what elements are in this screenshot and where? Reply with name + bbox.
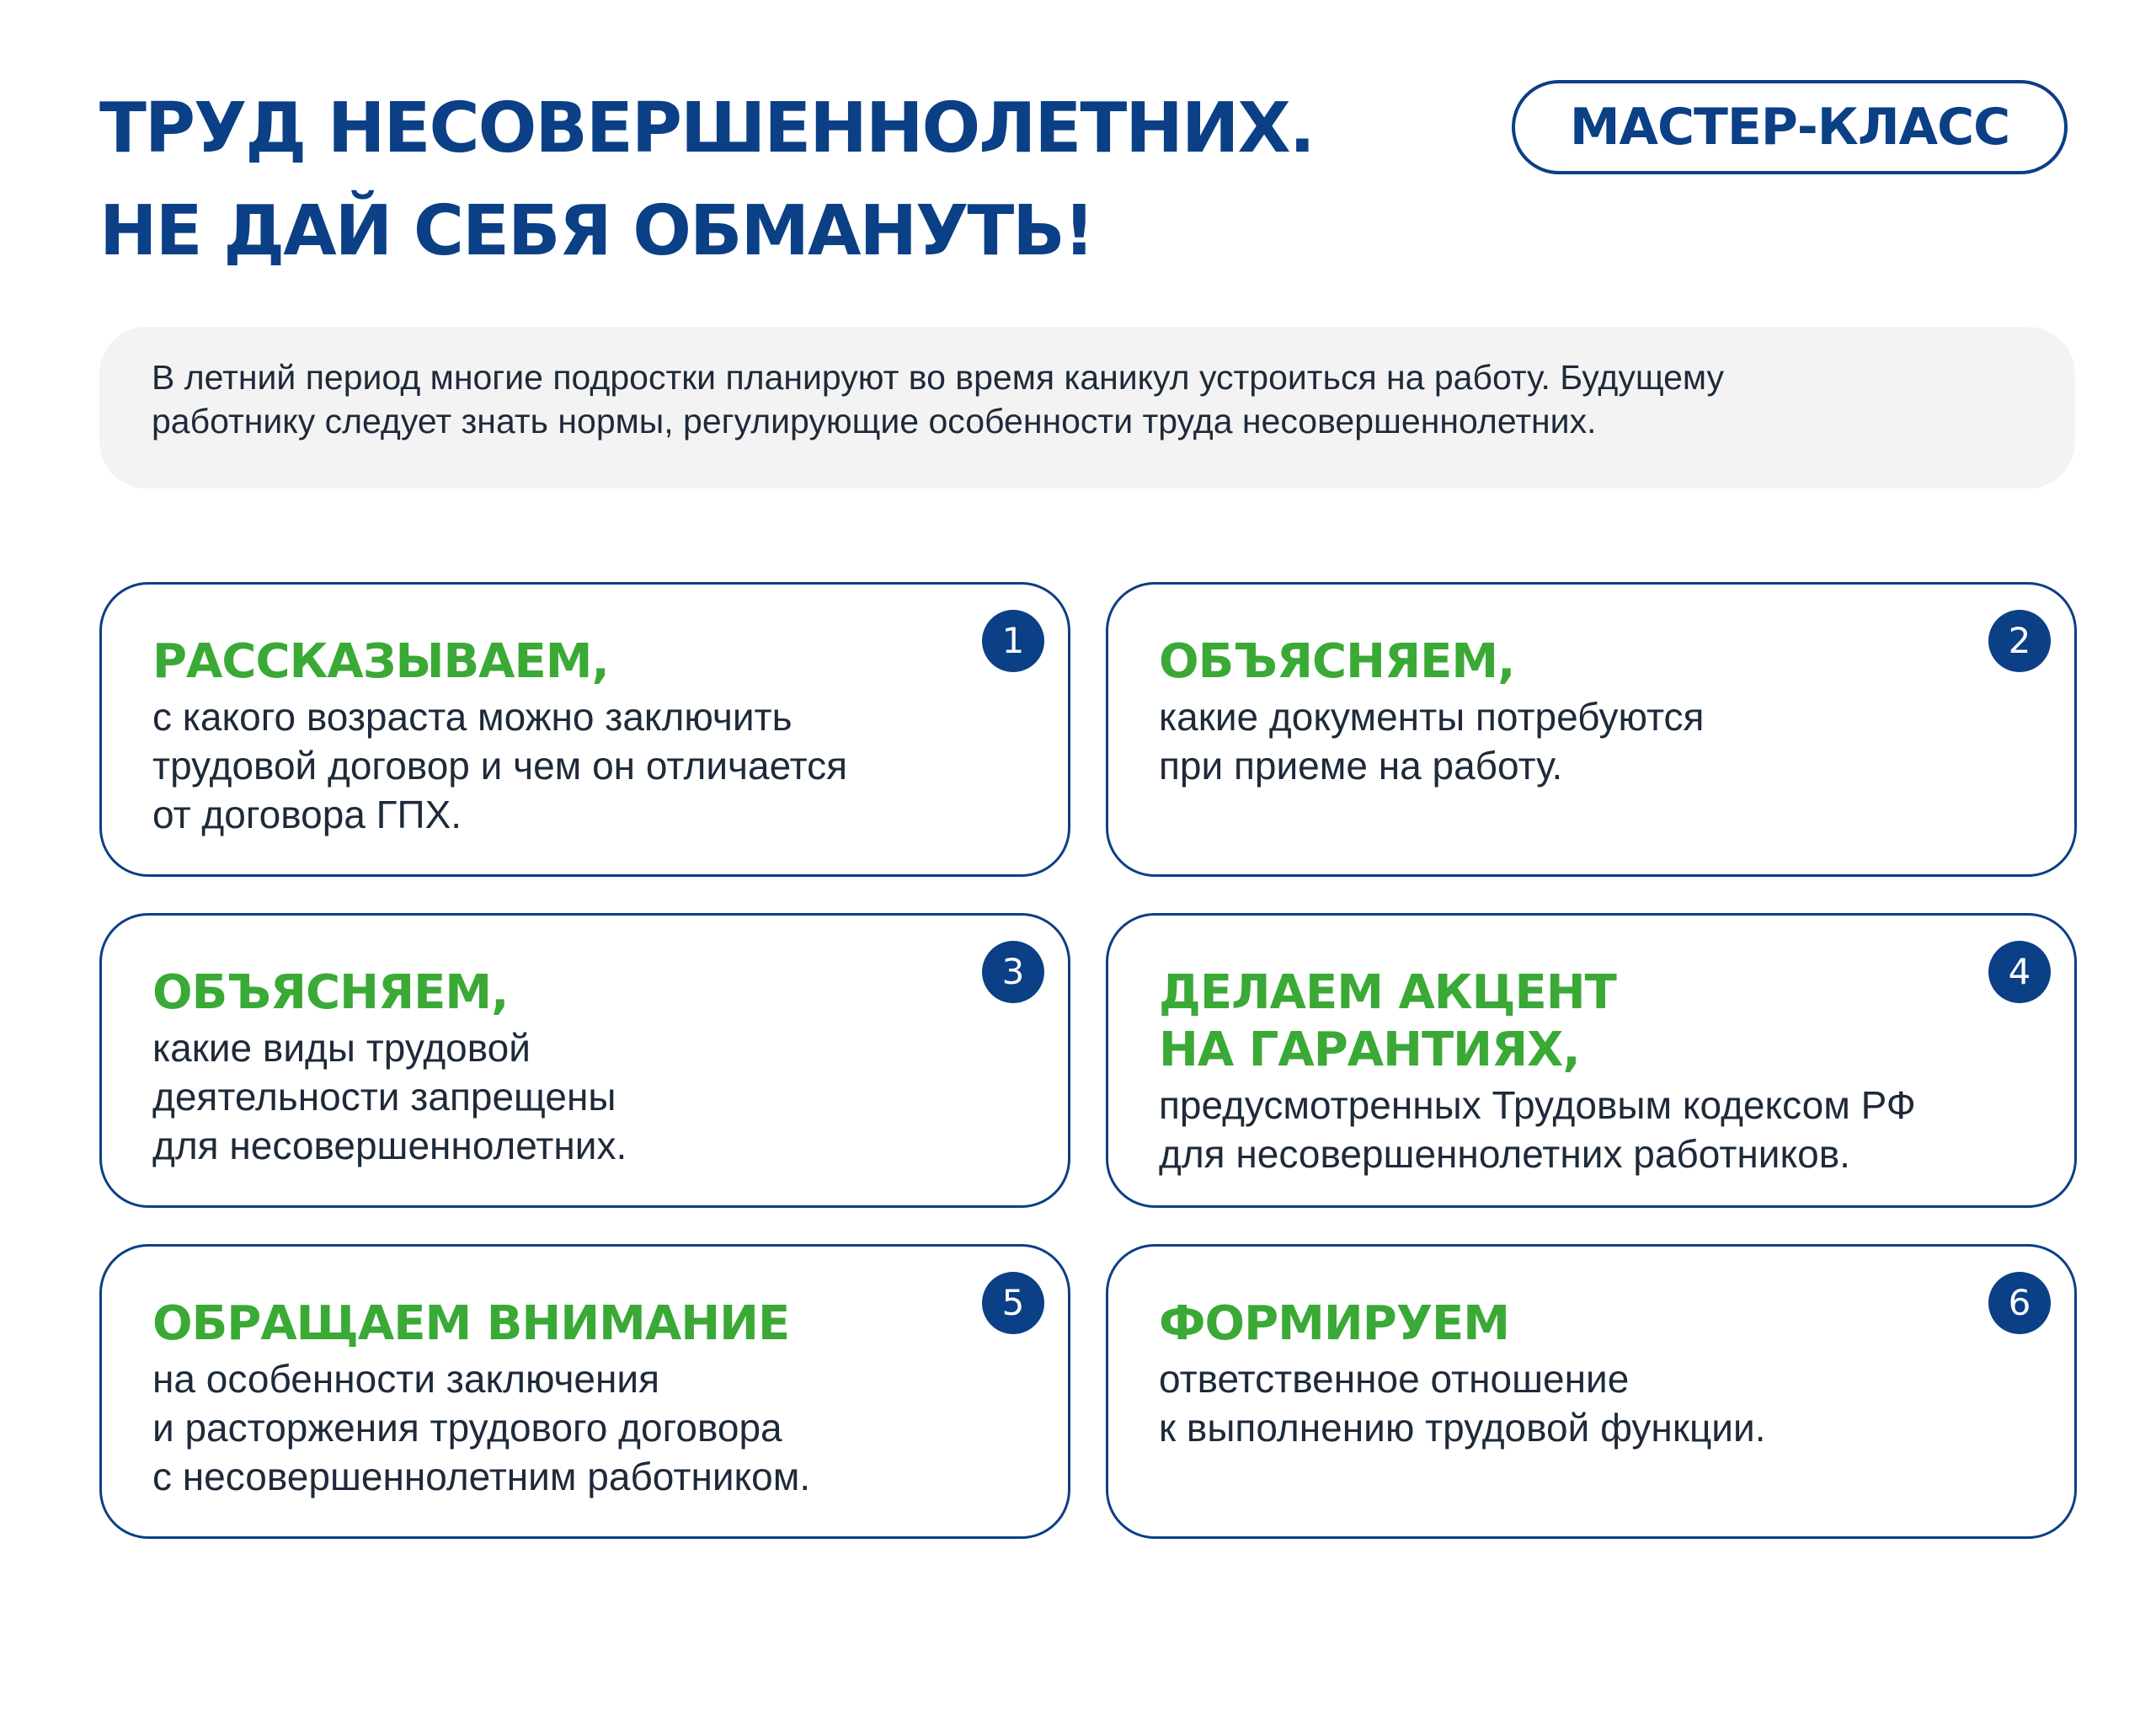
card-number-badge: 6 <box>1988 1272 2051 1334</box>
card-heading <box>152 633 1051 691</box>
page-title-line-1: ТРУД НЕСОВЕРШЕННОЛЕТНИХ. <box>99 88 1314 168</box>
card-body <box>1159 692 2057 790</box>
card-body-line: к выполнению трудовой функции. <box>1159 1406 1766 1450</box>
masterclass-badge: МАСТЕР-КЛАСС <box>1512 80 2068 174</box>
card-body-line: предусмотренных Трудовым кодексом РФ <box>1159 1083 1916 1127</box>
card-body-line: с несовершеннолетним работником. <box>152 1455 811 1498</box>
card-content <box>1159 633 2057 790</box>
card-body <box>152 692 1051 839</box>
card-body-line: трудовой договор и чем он отличается <box>152 744 848 788</box>
card-heading <box>1159 1295 2057 1353</box>
card-heading-line: НА ГАРАНТИЯХ, <box>1159 1023 1580 1077</box>
card-body-line: какие документы потребуются <box>1159 695 1705 739</box>
card-heading-line: ДЕЛАЕМ АКЦЕНТ <box>1159 965 1616 1020</box>
card-body-line: от договора ГПХ. <box>152 793 462 836</box>
card-body-line: деятельности запрещены <box>152 1075 616 1119</box>
card-heading-line: ОБРАЩАЕМ ВНИМАНИЕ <box>152 1296 790 1351</box>
intro-panel <box>99 327 2075 489</box>
card-body <box>1159 1354 2057 1452</box>
card-content <box>152 964 1051 1170</box>
card-heading <box>1159 633 2057 691</box>
intro-text-line-2: работнику следует знать нормы, регулирующие особенности труда несовершеннолетних. <box>152 402 1597 441</box>
card-body-line: ответственное отношение <box>1159 1357 1630 1401</box>
card-body-line: для несовершеннолетних работников. <box>1159 1132 1850 1176</box>
card-number-badge: 3 <box>982 941 1044 1003</box>
card-heading-line: ОБЪЯСНЯЕМ, <box>152 965 509 1020</box>
card-heading <box>152 964 1051 1022</box>
card-heading-line: ОБЪЯСНЯЕМ, <box>1159 634 1515 689</box>
card-body <box>152 1354 1051 1501</box>
card-body-line: на особенности заключения <box>152 1357 659 1401</box>
info-card-3 <box>99 913 1070 1208</box>
info-card-5 <box>99 1244 1070 1539</box>
card-heading-line: ФОРМИРУЕМ <box>1159 1296 1509 1351</box>
card-heading <box>152 1295 1051 1353</box>
card-body-line: какие виды трудовой <box>152 1026 531 1070</box>
card-number-badge: 2 <box>1988 610 2051 672</box>
info-card-6 <box>1106 1244 2077 1539</box>
card-content <box>1159 964 2057 1178</box>
card-body <box>152 1023 1051 1170</box>
page-title <box>99 77 1464 283</box>
card-content <box>1159 1295 2057 1452</box>
page-title-line-2: НЕ ДАЙ СЕБЯ ОБМАНУТЬ! <box>99 191 1094 271</box>
card-heading <box>1159 964 2057 1079</box>
info-card-2 <box>1106 582 2077 877</box>
info-card-4 <box>1106 913 2077 1208</box>
card-body-line: и расторжения трудового договора <box>152 1406 782 1450</box>
card-number-badge: 4 <box>1988 941 2051 1003</box>
intro-text-line-1: В летний период многие подростки планируют во время каникул устроиться на работу. Будущему <box>152 358 1725 397</box>
card-number-badge: 1 <box>982 610 1044 672</box>
card-body-line: при приеме на работу. <box>1159 744 1563 788</box>
card-content <box>152 1295 1051 1501</box>
card-body-line: с какого возраста можно заключить <box>152 695 792 739</box>
card-content <box>152 633 1051 839</box>
info-card-1 <box>99 582 1070 877</box>
card-body <box>1159 1081 2057 1178</box>
card-heading-line: РАССКАЗЫВАЕМ, <box>152 634 609 689</box>
card-number-badge: 5 <box>982 1272 1044 1334</box>
card-body-line: для несовершеннолетних. <box>152 1124 627 1167</box>
